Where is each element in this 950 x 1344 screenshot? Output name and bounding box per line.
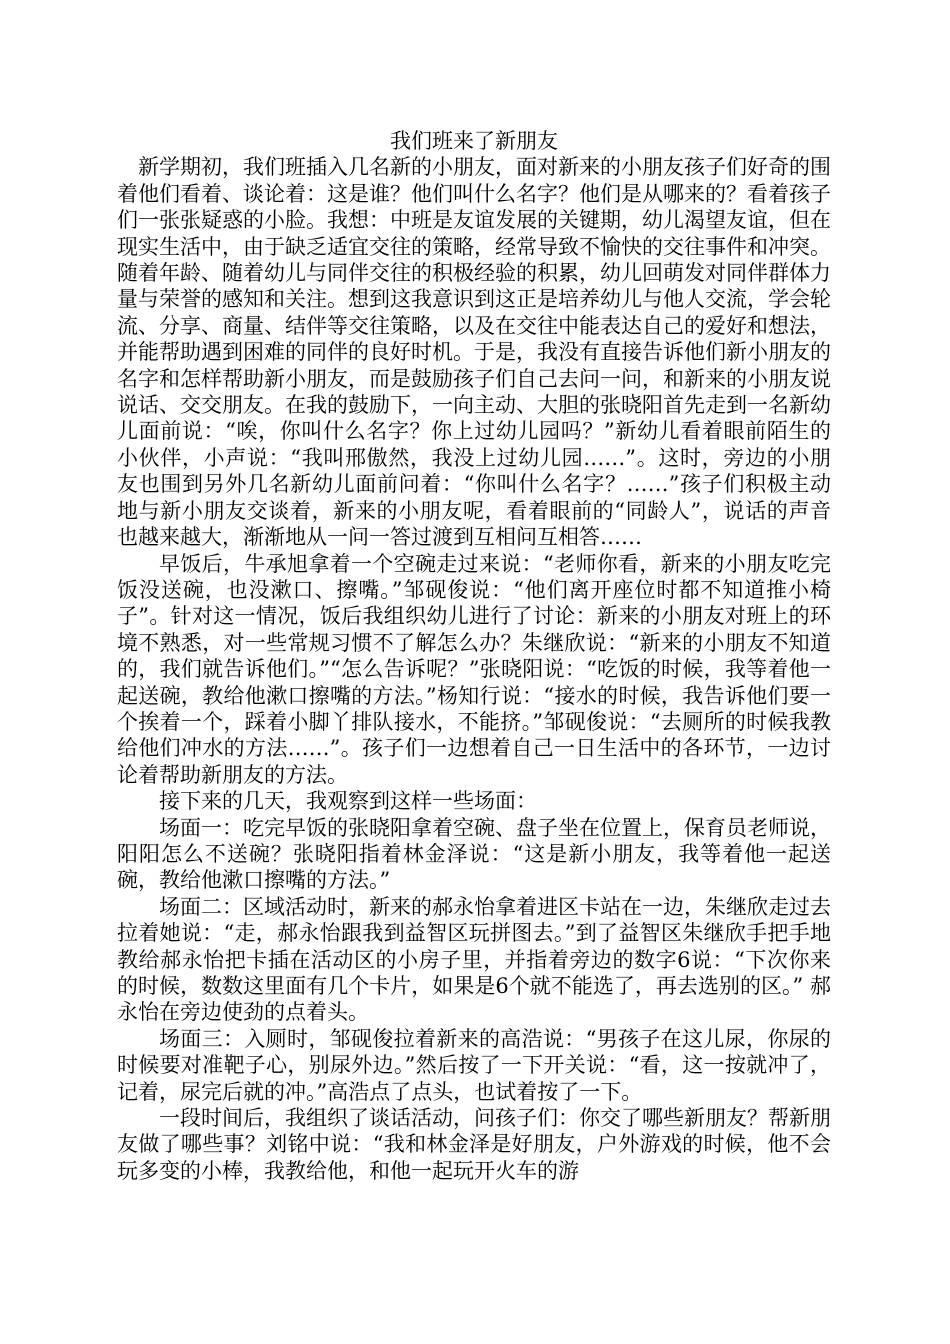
document-title: 我们班来了新朋友 [390,129,558,153]
paragraph-scene-one: 场面一：吃完早饭的张晓阳拿着空碗、盘子坐在位置上，保育员老师说，阳阳怎么不送碗？张晓阳指着林金泽说：“这是新小朋友，我等着他一起送碗，教给他漱口擦嘴的方法。” [117,815,831,893]
paragraph-intro: 新学期初，我们班插入几名新的小朋友，面对新来的小朋友孩子们好奇的围着他们看着、谈论着：这是谁？他们叫什么名字？他们是从哪来的？看着孩子们一张张疑惑的小脸。我想：中班是友谊发展的关键期，幼儿渴望友谊，但在现实生活中，由于缺乏适宜交往的策略，经常导致不愉快的交往事件和冲突。随着年龄、随着幼儿与同伴交往的积极经验的积累，幼儿回萌发对同伴群体力量与荣誉的感知和关注。想到这我意识到这正是培养幼儿与他人交流，学会轮流、分享、商量、结伴等交往策略，以及在交往中能表达自己的爱好和想法，并能帮助遇到困难的同伴的良好时机。于是，我没有直接告诉他们新小朋友的名字和怎样帮助新小朋友，而是鼓励孩子们自己去问一问，和新来的小朋友说说话、交交朋友。在我的鼓励下，一向主动、大胆的张晓阳首先走到一名新幼儿面前说：“唉，你叫什么名字？你上过幼儿园吗？”新幼儿看着眼前陌生的小伙伴，小声说：“我叫邢傲然，我没上过幼儿园……”。这时，旁边的小朋友也围到另外几名新幼儿面前问着：“你叫什么名字？……”孩子们积极主动地与新小朋友交谈着，新来的小朋友呢，看着眼前的“同龄人”，说话的声音也越来越大，渐渐地从一问一答过渡到互相问互相答…… [117,155,831,550]
document-page [117,128,831,1184]
paragraph-breakfast: 早饭后，牛承旭拿着一个空碗走过来说：“老师你看，新来的小朋友吃完饭没送碗，也没漱口、擦嘴。”邹砚俊说：“他们离开座位时都不知道推小椅子”。针对这一情况，饭后我组织幼儿进行了讨论：新来的小朋友对班上的环境不熟悉，对一些常规习惯不了解怎么办？朱继欣说：“新来的小朋友不知道的，我们就告诉他们。”“怎么告诉呢？”张晓阳说：“吃饭的时候，我等着他一起送碗，教给他漱口擦嘴的方法。”杨知行说：“接水的时候，我告诉他们要一个挨着一个，踩着小脚丫排队接水，不能挤。”邹砚俊说：“去厕所的时候我教给他们冲水的方法……”。孩子们一边想着自己一日生活中的各环节，一边讨论着帮助新朋友的方法。 [117,551,831,787]
paragraph-observation: 接下来的几天，我观察到这样一些场面： [159,789,537,814]
paragraph-scene-three: 场面三：入厕时，邹砚俊拉着新来的高浩说：“男孩子在这儿尿，你尿的时候要对准靶子心，别尿外边。”然后按了一下开关说：“看，这一按就冲了，记着，尿完后就的冲。”高浩点了点头，也试着按了一下。 [117,1026,831,1104]
paragraph-conversation: 一段时间后，我组织了谈话活动，问孩子们：你交了哪些新朋友？帮新朋友做了哪些事？刘铭中说：“我和林金泽是好朋友，户外游戏的时候，他不会玩多变的小棒，我教给他，和他一起玩开火车的游 [117,1106,831,1183]
paragraph-scene-two: 场面二：区域活动时，新来的郝永怡拿着进区卡站在一边，朱继欣走过去拉着她说：“走，郝永怡跟我到益智区玩拼图去。”到了益智区朱继欣手把手地教给郝永怡把卡插在活动区的小房子里，并指着旁边的数字6说：“下次你来的时候，数数这里面有几个卡片，如果是6个就不能选了，再去选别的区。” 郝永怡在旁边使劲的点着头。 [117,894,831,1025]
